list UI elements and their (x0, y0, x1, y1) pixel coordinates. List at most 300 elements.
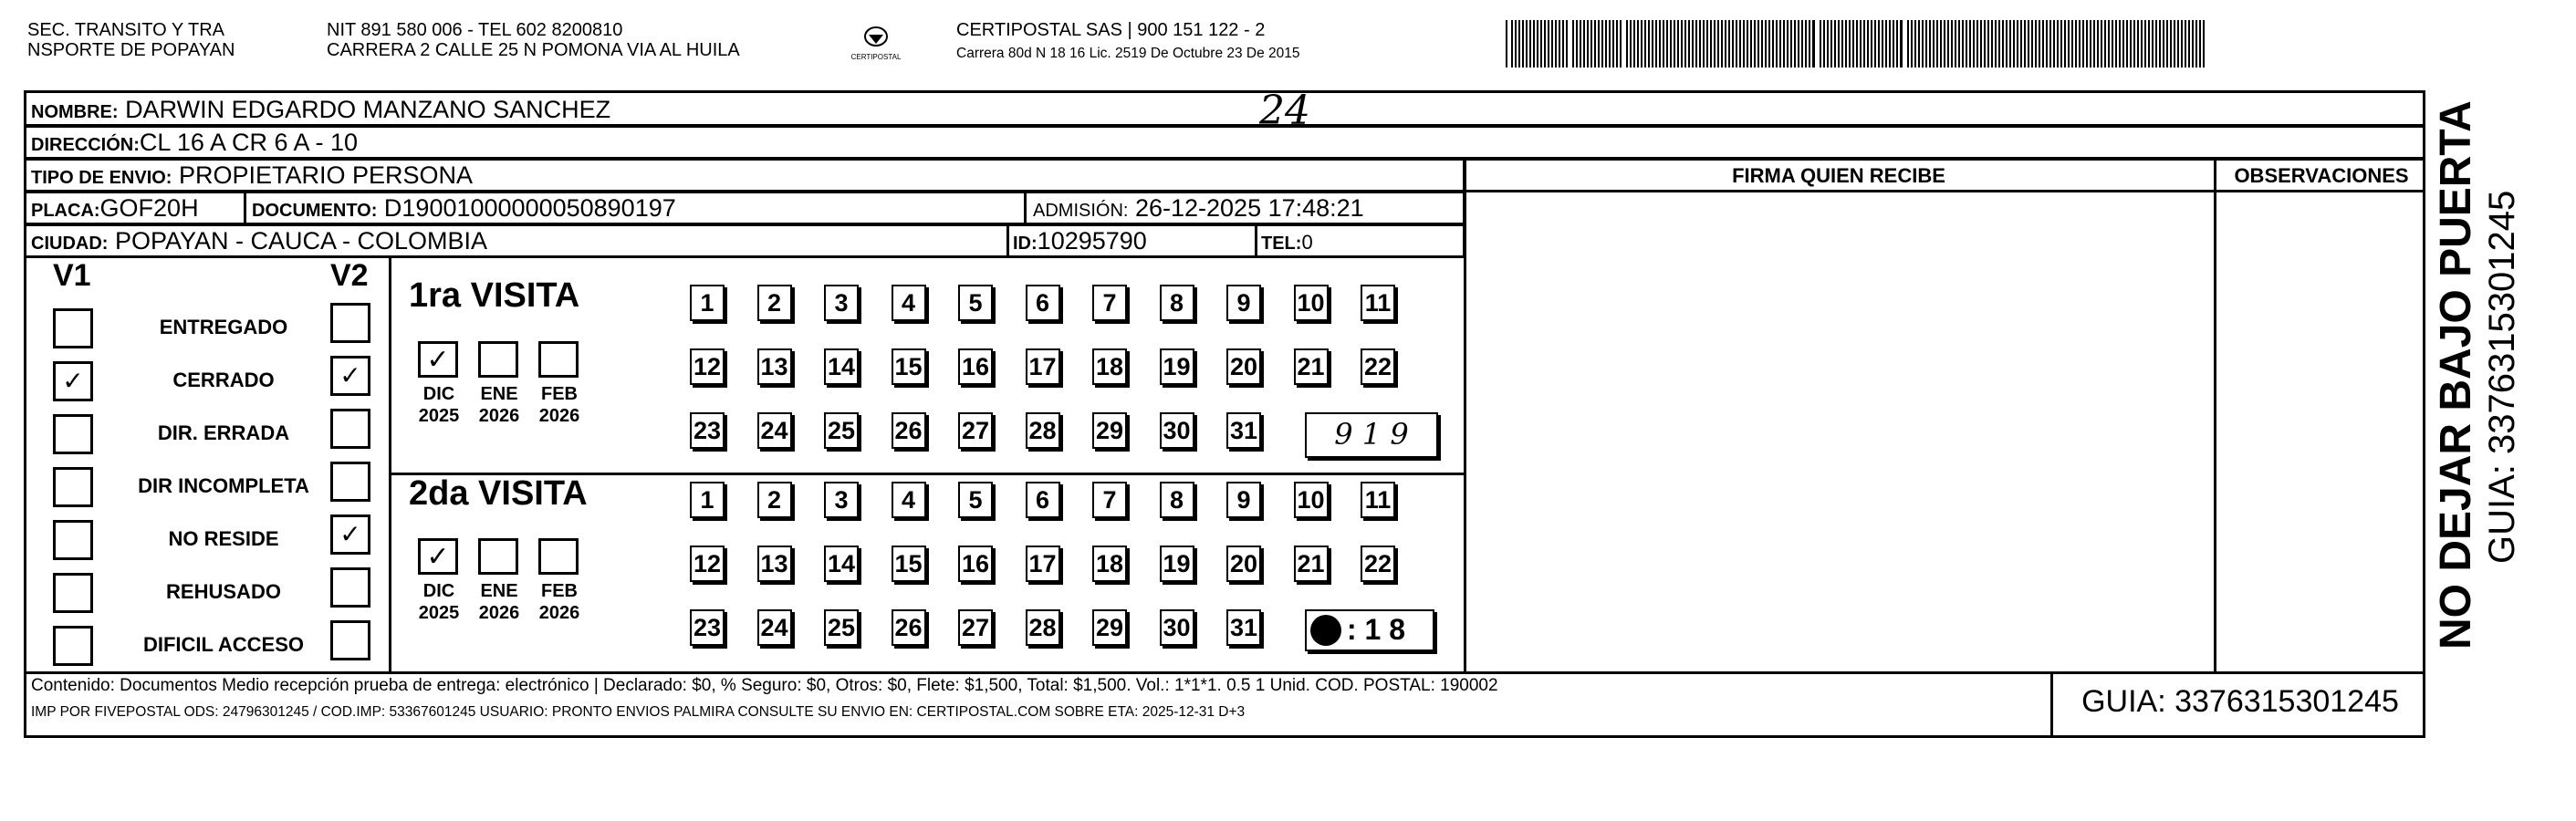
v2-checkbox[interactable] (330, 409, 370, 449)
first-visit-title: 1ra VISITA (409, 276, 580, 315)
barcode-bar (1885, 20, 1887, 68)
status-label: ENTREGADO (159, 316, 288, 338)
v2-checkbox[interactable] (330, 462, 370, 502)
barcode-bar (2075, 20, 2077, 68)
second-visit-day[interactable]: 12 (690, 546, 725, 582)
courier-logo-text: CERTIPOSTAL (850, 53, 902, 61)
month-checkbox[interactable] (538, 538, 579, 575)
barcode-bar (2159, 20, 2161, 68)
barcode-bar (2006, 20, 2008, 68)
barcode-bar (2039, 20, 2040, 68)
barcode-bar (1652, 20, 1653, 68)
tipo-value: PROPIETARIO PERSONA (178, 161, 474, 189)
first-visit-day[interactable]: 10 (1294, 285, 1329, 321)
barcode-bar (2181, 20, 2183, 68)
ciudad-value: POPAYAN - CAUCA - COLOMBIA (114, 227, 488, 255)
barcode-bar (1743, 20, 1745, 68)
barcode-bar (1845, 20, 1847, 68)
side-guia: GUIA: 3376315301245 (2482, 190, 2522, 564)
barcode-bar (2130, 20, 2132, 68)
barcode-bar (1587, 20, 1589, 68)
barcode-bar (1684, 20, 1686, 68)
barcode-bar (1933, 20, 1935, 68)
first-visit-day[interactable]: 15 (892, 348, 926, 385)
second-visit-day[interactable]: 6 (1026, 482, 1060, 518)
nombre-field (31, 94, 610, 128)
second-visit-day[interactable]: 14 (824, 546, 859, 582)
barcode-bar (1633, 20, 1635, 68)
barcode-bar (1518, 20, 1520, 68)
direccion-value: CL 16 A CR 6 A - 10 (139, 129, 359, 156)
barcode-bar (2057, 20, 2059, 68)
barcode-bar (1626, 20, 1628, 68)
first-visit-day[interactable]: 28 (1026, 412, 1060, 449)
barcode-bar (2174, 20, 2175, 68)
second-visit-day[interactable]: 19 (1160, 546, 1194, 582)
first-visit-day[interactable]: 30 (1160, 412, 1194, 449)
barcode-bar (1991, 20, 1993, 68)
barcode-bar (1688, 20, 1690, 68)
direccion-label: DIRECCIÓN: (31, 135, 140, 155)
barcode-bar (1922, 20, 1924, 68)
barcode-bar (1566, 20, 1568, 68)
year-label: 2026 (538, 406, 580, 426)
tel-value: 0 (1301, 231, 1313, 254)
barcode-bar (1714, 20, 1716, 68)
barcode-bar (2126, 20, 2128, 68)
barcode-bar (2199, 20, 2201, 68)
v2-checkbox[interactable]: ✓ (330, 514, 370, 555)
barcode-bar (1860, 20, 1862, 68)
barcode-bar (1830, 20, 1832, 68)
barcode-bar (2060, 20, 2062, 68)
barcode-bar (2166, 20, 2168, 68)
month-checkbox[interactable]: ✓ (418, 538, 458, 575)
placa-field (31, 192, 199, 226)
v1-checkbox[interactable] (53, 626, 93, 666)
v2-checkbox[interactable] (330, 303, 370, 343)
v2-checkbox[interactable] (330, 567, 370, 608)
barcode-bar (1736, 20, 1737, 68)
year-label: 2025 (418, 406, 460, 426)
second-visit-day[interactable]: 31 (1226, 609, 1261, 646)
direccion-field (31, 127, 358, 161)
second-visit-day[interactable]: 26 (892, 609, 926, 646)
barcode-bar (1695, 20, 1697, 68)
placa-value: GOF20H (99, 194, 199, 222)
barcode-bar (1529, 20, 1531, 68)
barcode-bar (1590, 20, 1592, 68)
barcode-bar (1616, 20, 1618, 68)
barcode-bar (2042, 20, 2044, 68)
first-visit-day[interactable]: 17 (1026, 348, 1060, 385)
second-visit-day[interactable]: 21 (1294, 546, 1329, 582)
second-visit-day[interactable]: 23 (690, 609, 725, 646)
barcode-bar (2188, 20, 2190, 68)
v1-checkbox[interactable] (53, 520, 93, 560)
barcode-bar (1754, 20, 1756, 68)
barcode-bar (1980, 20, 1982, 68)
barcode-bar (2148, 20, 2150, 68)
sender-address: CARRERA 2 CALLE 25 N POMONA VIA AL HUILA (327, 40, 740, 60)
barcode-bar (1728, 20, 1730, 68)
barcode-bar (1995, 20, 1997, 68)
barcode-bar (1612, 20, 1614, 68)
barcode-bar (1674, 20, 1675, 68)
barcode-bar (1572, 20, 1574, 68)
second-visit-day[interactable]: 28 (1026, 609, 1060, 646)
month-checkbox[interactable] (478, 341, 518, 378)
first-visit-day[interactable]: 5 (958, 285, 993, 321)
barcode-bar (1641, 20, 1643, 68)
first-visit-day[interactable]: 26 (892, 412, 926, 449)
barcode-bar (1761, 20, 1763, 68)
barcode-bar (2046, 20, 2048, 68)
barcode-bar (2002, 20, 2004, 68)
barcode-bar (2031, 20, 2033, 68)
barcode-bar (2079, 20, 2081, 68)
status-label: REHUSADO (166, 580, 281, 603)
barcode-bar (1925, 20, 1927, 68)
footer-guia-divider (2050, 671, 2053, 738)
tipo-field (31, 160, 473, 193)
first-visit-day[interactable]: 12 (690, 348, 725, 385)
second-visit-day[interactable]: 24 (757, 609, 792, 646)
nombre-value: DARWIN EDGARDO MANZANO SANCHEZ (125, 96, 611, 123)
barcode-bar (1834, 20, 1836, 68)
barcode-bar (1911, 20, 1913, 68)
barcode-bar (1878, 20, 1880, 68)
id-label: ID: (1013, 234, 1038, 254)
second-visit-day[interactable]: 2 (757, 482, 792, 518)
v1-checkbox[interactable] (53, 467, 93, 507)
barcode-bar (1783, 20, 1785, 68)
barcode-bar (1863, 20, 1865, 68)
id-divider (1006, 223, 1009, 258)
status-label: DIR INCOMPLETA (138, 474, 309, 497)
barcode-bar (1776, 20, 1778, 68)
second-visit-time: : 1 8 (1347, 613, 1406, 646)
barcode-bar (2101, 20, 2102, 68)
barcode-bar (1601, 20, 1603, 68)
first-visit-day[interactable]: 11 (1361, 285, 1395, 321)
barcode-bar (1809, 20, 1810, 68)
first-visit-day[interactable]: 20 (1226, 348, 1261, 385)
barcode-bar (1580, 20, 1581, 68)
first-visit-day[interactable]: 29 (1092, 412, 1127, 449)
barcode-bar (1871, 20, 1872, 68)
barcode-bar (2093, 20, 2095, 68)
barcode-bar (2112, 20, 2113, 68)
barcode-bar (1609, 20, 1611, 68)
barcode-bar (1940, 20, 1942, 68)
nombre-label: NOMBRE: (31, 102, 119, 122)
status-label: NO RESIDE (168, 527, 279, 550)
barcode-bar (1973, 20, 1975, 68)
barcode-bar (2013, 20, 2015, 68)
tel-field (1261, 227, 1313, 259)
first-visit-day[interactable]: 31 (1226, 412, 1261, 449)
first-visit-day[interactable]: 3 (824, 285, 859, 321)
barcode-bar (1907, 20, 1909, 68)
second-visit-day[interactable]: 10 (1294, 482, 1329, 518)
barcode-bar (1765, 20, 1767, 68)
id-field (1013, 225, 1147, 259)
year-label: 2025 (418, 603, 460, 623)
barcode-bar (1929, 20, 1931, 68)
barcode-bar (1914, 20, 1916, 68)
second-visit-day[interactable]: 8 (1160, 482, 1194, 518)
barcode-bar (2068, 20, 2070, 68)
second-visit-day[interactable]: 27 (958, 609, 993, 646)
second-visit-day[interactable]: 1 (690, 482, 725, 518)
barcode-bar (2122, 20, 2124, 68)
barcode-bar (1801, 20, 1803, 68)
barcode-bar (1594, 20, 1596, 68)
barcode-bar (1984, 20, 1986, 68)
barcode-bar (1663, 20, 1664, 68)
handwritten-note: 24 (1259, 88, 1310, 134)
barcode-bar (1874, 20, 1876, 68)
v1-checkbox[interactable]: ✓ (53, 361, 93, 401)
second-visit-day[interactable]: 25 (824, 609, 859, 646)
barcode-bar (1522, 20, 1524, 68)
second-visit-day[interactable]: 20 (1226, 546, 1261, 582)
barcode-bar (2195, 20, 2197, 68)
barcode-bar (2133, 20, 2135, 68)
barcode-bar (1637, 20, 1639, 68)
month-label: FEB (541, 581, 578, 601)
second-visit-day[interactable]: 30 (1160, 609, 1194, 646)
barcode-bar (1540, 20, 1542, 68)
barcode-bar (2177, 20, 2179, 68)
barcode-bar (1699, 20, 1701, 68)
barcode-bar (1710, 20, 1712, 68)
first-visit-day[interactable]: 27 (958, 412, 993, 449)
courier-logo (844, 22, 908, 66)
first-visit-day[interactable]: 1 (690, 285, 725, 321)
barcode-bar (1838, 20, 1840, 68)
barcode-bar (1576, 20, 1578, 68)
v1-checkbox[interactable] (53, 308, 93, 348)
barcode-bar (1533, 20, 1535, 68)
status-label: CERRADO (172, 369, 275, 391)
first-visit-day[interactable]: 22 (1361, 348, 1395, 385)
second-visit-day[interactable]: 9 (1226, 482, 1261, 518)
v2-checkbox[interactable] (330, 620, 370, 660)
barcode-bar (1779, 20, 1781, 68)
status-label: DIR. ERRADA (157, 421, 290, 444)
footer-divider (24, 671, 2425, 674)
month-label: DIC (422, 581, 455, 601)
ciudad-label: CIUDAD: (31, 234, 109, 254)
year-label: 2026 (478, 603, 520, 623)
tel-label: TEL: (1261, 234, 1302, 254)
first-visit-day[interactable]: 8 (1160, 285, 1194, 321)
second-visit-day[interactable]: 7 (1092, 482, 1127, 518)
row-direccion (24, 125, 2425, 160)
barcode-bar (1739, 20, 1741, 68)
sender-name-line1: SEC. TRANSITO Y TRA (27, 20, 224, 40)
first-visit-day[interactable]: 13 (757, 348, 792, 385)
barcode-bar (2192, 20, 2194, 68)
barcode-bar (1852, 20, 1854, 68)
v2-checkbox[interactable]: ✓ (330, 356, 370, 396)
barcode-bar (1787, 20, 1789, 68)
year-label: 2026 (538, 603, 580, 623)
barcode-bar (1955, 20, 1956, 68)
firma-header: FIRMA QUIEN RECIBE (1732, 164, 1945, 187)
v2-header: V2 (330, 258, 369, 293)
barcode-bar (1794, 20, 1796, 68)
barcode-bar (1725, 20, 1726, 68)
second-visit-day[interactable]: 15 (892, 546, 926, 582)
barcode-bar (1798, 20, 1799, 68)
documento-field (252, 192, 676, 226)
barcode-bar (1551, 20, 1553, 68)
tel-divider (1255, 223, 1257, 258)
placa-label: PLACA: (31, 201, 100, 221)
barcode-bar (1598, 20, 1600, 68)
barcode-bar (2028, 20, 2029, 68)
month-label: ENE (480, 581, 518, 601)
second-visit-day[interactable]: 18 (1092, 546, 1127, 582)
barcode-bar (1889, 20, 1891, 68)
first-visit-day[interactable]: 24 (757, 412, 792, 449)
second-visit-day[interactable]: 5 (958, 482, 993, 518)
courier-name: CERTIPOSTAL SAS | 900 151 122 - 2 (956, 20, 1266, 40)
barcode-bar (1768, 20, 1770, 68)
v1-checkbox[interactable] (53, 573, 93, 613)
first-visit-day[interactable]: 19 (1160, 348, 1194, 385)
barcode-bar (2020, 20, 2022, 68)
observaciones-header: OBSERVACIONES (2234, 164, 2409, 187)
side-warning: NO DEJAR BAJO PUERTA (2432, 100, 2480, 650)
footer-content: Contenido: Documentos Medio recepción prueba de entrega: electrónico | Declarado: $0, % Seguro: $0, Otros: $0, Flete: $1,500, Total: $1,500. Vol.: 1*1*1. 0.5 1 Unid. COD. POSTAL: 190002 (31, 676, 1498, 695)
first-visit-day[interactable]: 7 (1092, 285, 1127, 321)
barcode-bar (1827, 20, 1829, 68)
first-visit-day[interactable]: 16 (958, 348, 993, 385)
first-visit-day[interactable]: 25 (824, 412, 859, 449)
first-visit-day[interactable]: 6 (1026, 285, 1060, 321)
second-visit-day[interactable]: 3 (824, 482, 859, 518)
v1-checkbox[interactable] (53, 414, 93, 454)
barcode-bar (1548, 20, 1549, 68)
barcode-bar (1659, 20, 1661, 68)
barcode-bar (1951, 20, 1953, 68)
barcode-bar (2104, 20, 2106, 68)
barcode-bar (2137, 20, 2139, 68)
barcode-bar (1706, 20, 1708, 68)
barcode-bar (1562, 20, 1564, 68)
barcode-bar (2053, 20, 2055, 68)
barcode-bar (1511, 20, 1513, 68)
first-visit-day[interactable]: 4 (892, 285, 926, 321)
barcode-bar (1947, 20, 1949, 68)
barcode-bar (1962, 20, 1964, 68)
second-visit-day[interactable]: 22 (1361, 546, 1395, 582)
barcode-bar (2064, 20, 2066, 68)
barcode-bar (1772, 20, 1774, 68)
barcode-bar (1936, 20, 1938, 68)
barcode-bar (1987, 20, 1989, 68)
first-visit-day[interactable]: 21 (1294, 348, 1329, 385)
first-visit-day[interactable]: 14 (824, 348, 859, 385)
month-checkbox[interactable] (538, 341, 579, 378)
barcode-bar (1790, 20, 1792, 68)
barcode-bar (1966, 20, 1967, 68)
month-checkbox[interactable] (478, 538, 518, 575)
barcode-bar (1555, 20, 1557, 68)
barcode-bar (1717, 20, 1719, 68)
second-visit-day[interactable]: 4 (892, 482, 926, 518)
first-visit-time: 9 1 9 (1305, 412, 1438, 458)
barcode-bar (2071, 20, 2073, 68)
second-visit-day[interactable]: 17 (1026, 546, 1060, 582)
barcode-bar (2144, 20, 2146, 68)
month-label: ENE (480, 384, 518, 404)
barcode-bar (1526, 20, 1528, 68)
barcode-bar (1896, 20, 1898, 68)
barcode-bar (2097, 20, 2099, 68)
sender-name-line2: NSPORTE DE POPAYAN (27, 40, 235, 60)
barcode-bar (1969, 20, 1971, 68)
barcode-bar (2086, 20, 2088, 68)
barcode-bar (1583, 20, 1585, 68)
second-visit-day[interactable]: 16 (958, 546, 993, 582)
footer-print-info: IMP POR FIVEPOSTAL ODS: 24796301245 / COD.IMP: 53367601245 USUARIO: PRONTO ENVIOS PALMIRA CONSULTE SU ENVIO EN: CERTIPOSTAL.COM SOBRE ETA: 2025-12-31 D+3 (31, 704, 1246, 720)
second-visit-title: 2da VISITA (409, 474, 588, 513)
id-value: 10295790 (1037, 227, 1147, 255)
barcode-bar (2163, 20, 2164, 68)
barcode-bar (1944, 20, 1945, 68)
barcode-bar (1849, 20, 1851, 68)
barcode-bar (1732, 20, 1734, 68)
obs-divider (2214, 158, 2216, 673)
barcode-bar (2049, 20, 2051, 68)
second-visit-day[interactable]: 11 (1361, 482, 1395, 518)
second-visit-time-box (1305, 609, 1434, 651)
time-scribble-icon (1310, 615, 1341, 646)
barcode-bar (2185, 20, 2186, 68)
barcode-bar (1605, 20, 1607, 68)
first-visit-day[interactable]: 23 (690, 412, 725, 449)
first-visit-day[interactable]: 9 (1226, 285, 1261, 321)
second-visit-day[interactable]: 29 (1092, 609, 1127, 646)
barcode-bar (1918, 20, 1920, 68)
month-checkbox[interactable]: ✓ (418, 341, 458, 378)
status-divider (389, 258, 391, 673)
footer-guia: GUIA: 3376315301245 (2081, 684, 2399, 719)
barcode-bar (2024, 20, 2026, 68)
first-visit-day[interactable]: 2 (757, 285, 792, 321)
barcode-bar (2082, 20, 2084, 68)
barcode-bar (1670, 20, 1672, 68)
barcode-bar (1537, 20, 1538, 68)
second-visit-day[interactable]: 13 (757, 546, 792, 582)
barcode-bar (1681, 20, 1683, 68)
barcode-bar (2119, 20, 2121, 68)
barcode-bar (1805, 20, 1807, 68)
barcode-bar (1666, 20, 1668, 68)
barcode-bar (1976, 20, 1978, 68)
first-visit-day[interactable]: 18 (1092, 348, 1127, 385)
documento-label: DOCUMENTO: (252, 201, 378, 221)
barcode-bar (1757, 20, 1759, 68)
barcode-bar (1812, 20, 1815, 68)
signature-divider (1464, 191, 1466, 673)
tipo-label: TIPO DE ENVIO: (31, 168, 172, 188)
